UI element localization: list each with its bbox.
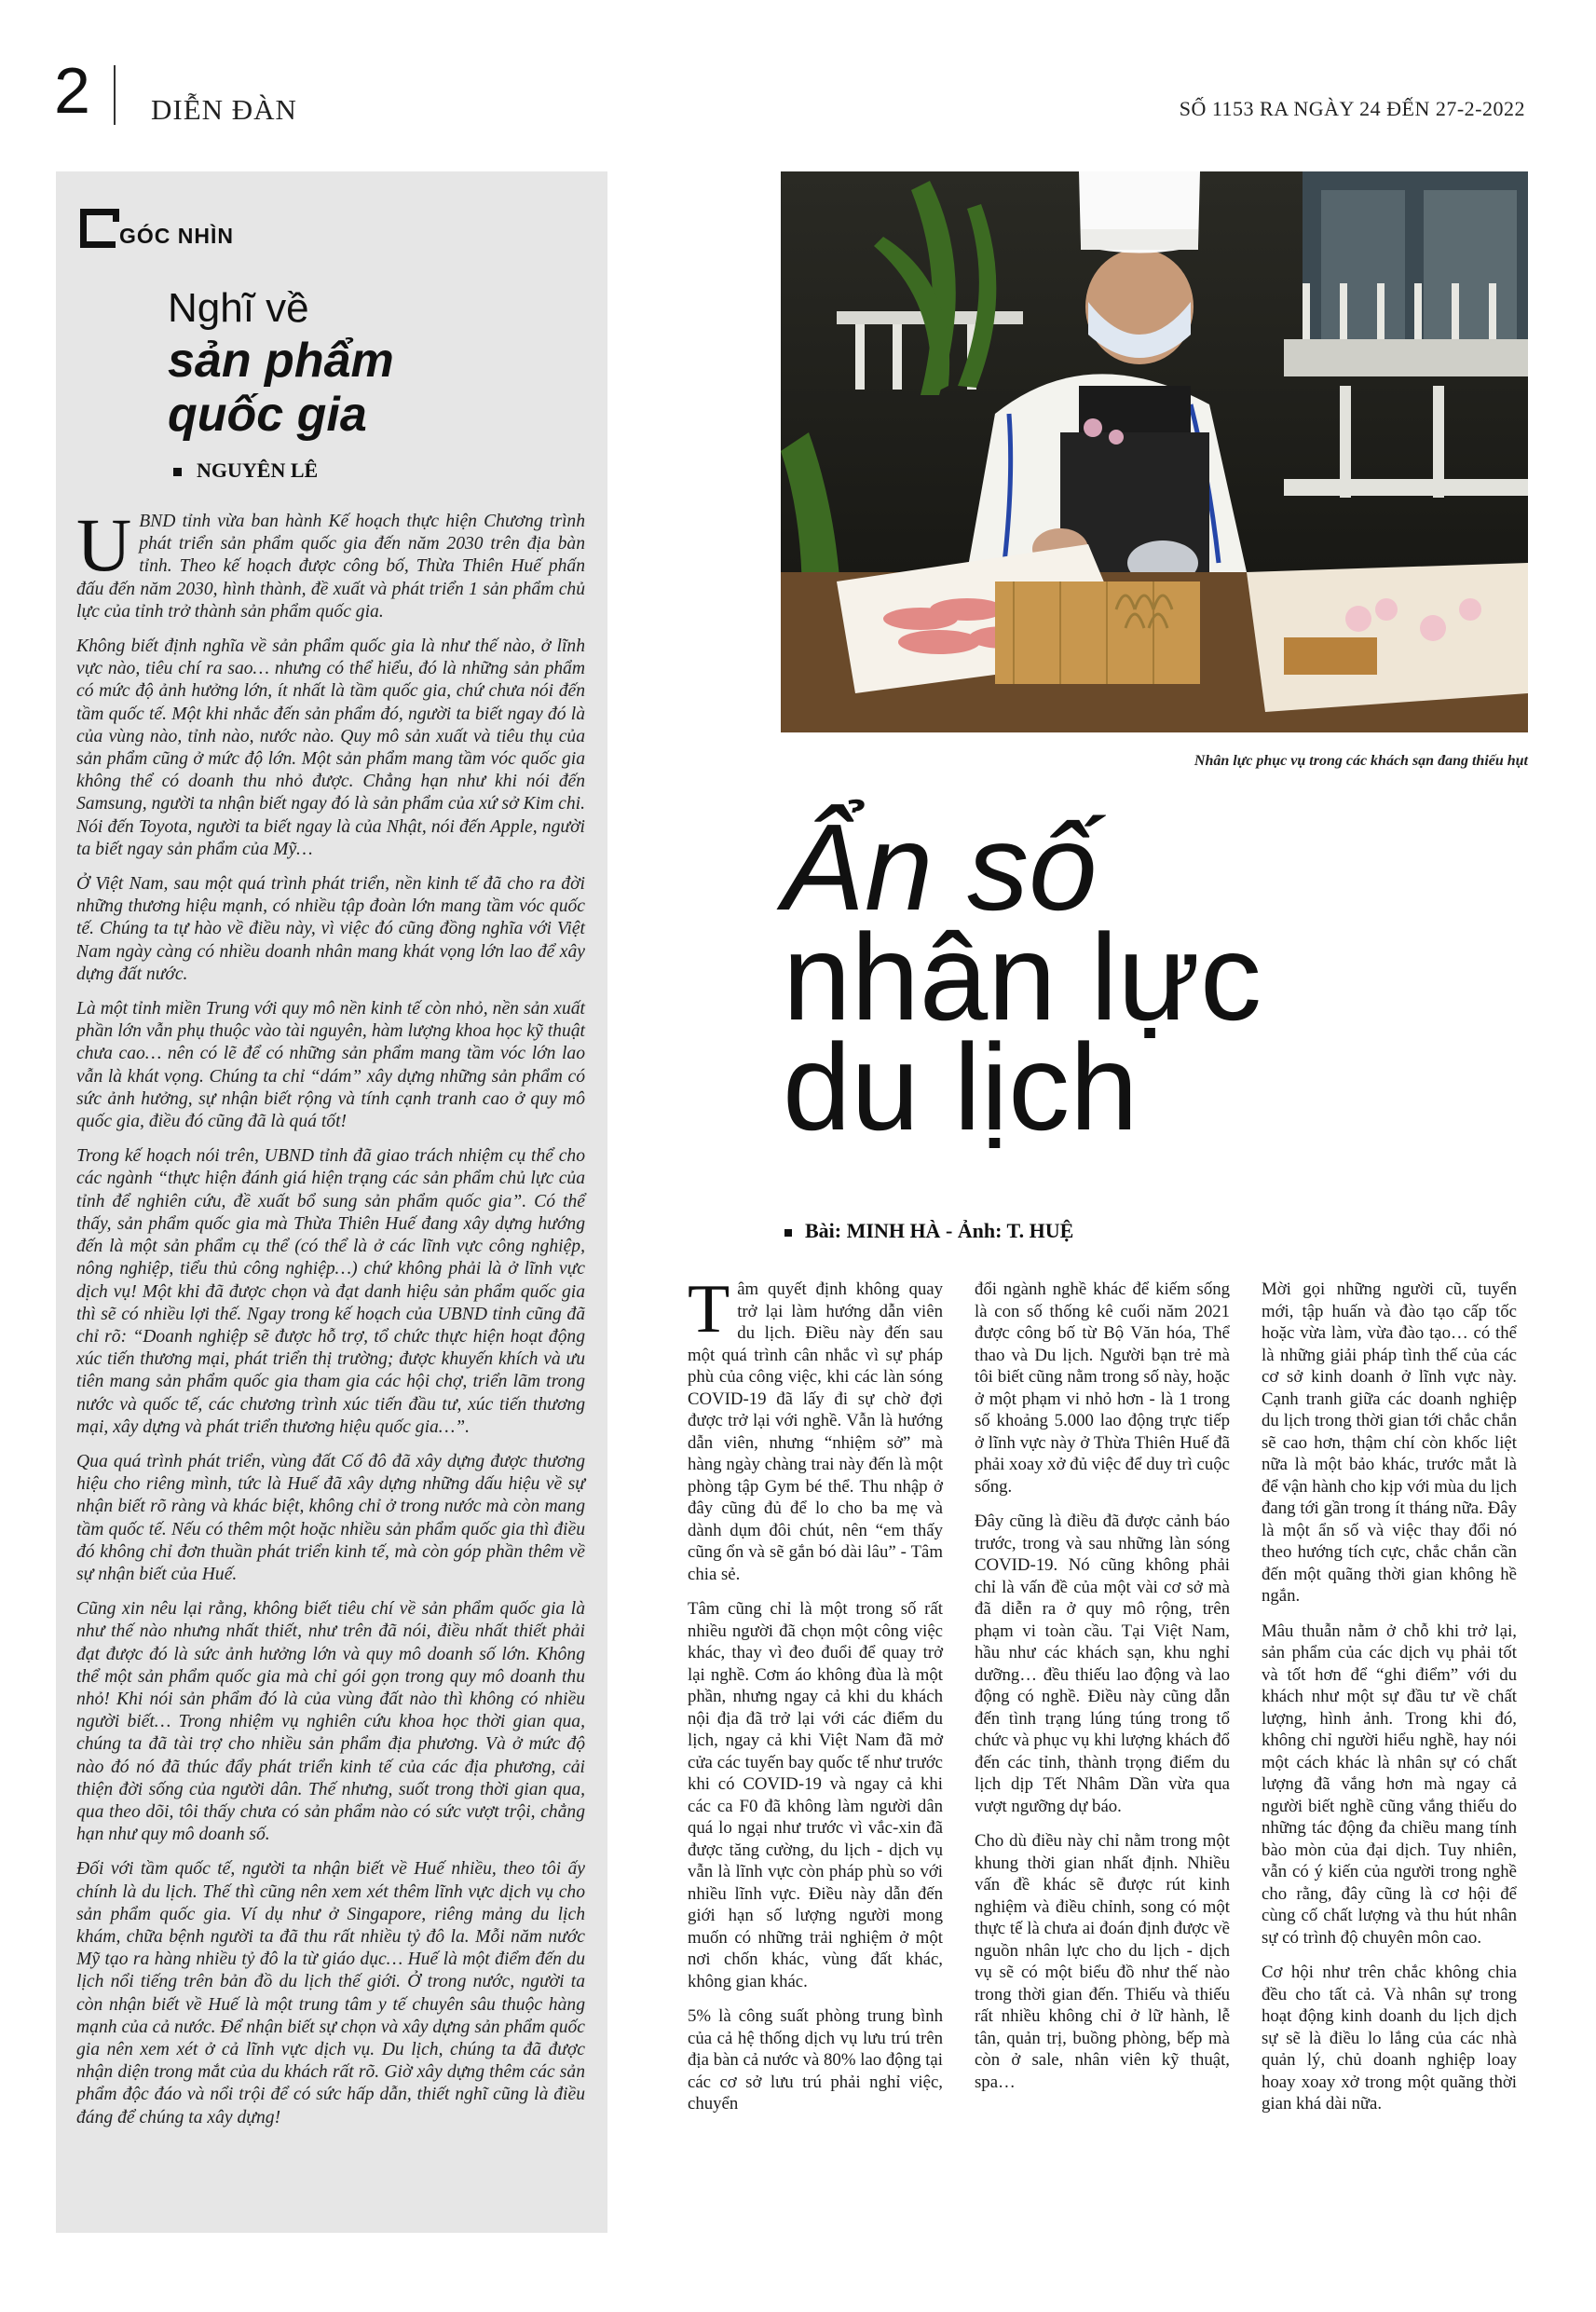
- sidebar-body: [76, 502, 585, 2141]
- article-column-1: [688, 1271, 943, 2128]
- article-photo: [781, 171, 1528, 732]
- sidebar-paragraph: UBND tỉnh vừa ban hành Kế hoạch thực hiện Chương trình phát triển sản phẩm quốc gia đến năm 2030 trên địa bàn tỉnh. Theo kế hoạch được công bố, Thừa Thiên Huế phấn đấu đến năm 2030, hình thành, đề xuất và phát triển 1 sản phẩm chủ lực của tỉnh trở thành sản phẩm quốc gia.: [76, 502, 585, 622]
- headline-line1: Ẩn số: [783, 799, 1098, 936]
- chef-photo-illustration: [781, 171, 1528, 732]
- article-paragraph: Tâm cũng chỉ là một trong số rất nhiều người đã chọn một công việc khác, thay vì đeo đuổi để quay trở lại nghề. Cơm áo không đùa là một phần, nhưng ngay cả khi du khách nội địa đã trở lại với các điểm du lịch, ngay cả khi Việt Nam đã mở cửa các tuyến bay quốc tế như trước khi có COVID-19 và ngay cả khi các ca F0 đã không làm người dân quá lo ngại như trước vì vắc-xin đã được tăng cường, du lịch - dịch vụ vẫn là lĩnh vực còn pháp phù so với nhiều lĩnh vực. Điều này dẫn đến giới hạn số lượng người mong muốn có những trải nghiệm ở một nơi chốn khác, vùng đất khác, không gian khác.: [688, 1599, 943, 1991]
- header-divider: [114, 65, 116, 125]
- sidebar-paragraph: Ở Việt Nam, sau một quá trình phát triển, nền kinh tế đã cho ra đời những thương hiệu mạnh, có nhiều tập đoàn lớn mang tầm vóc quốc tế. Chúng ta tự hào về điều này, vì việc đó cũng đồng nghĩa với Việt Nam ngày càng có nhiều doanh nhân mang khát vọng lớn lao để xây dựng đất nước.: [76, 874, 585, 984]
- article-column-2: [975, 1279, 1230, 2106]
- sidebar-paragraph: Không biết định nghĩa về sản phẩm quốc gia là như thế nào, ở lĩnh vực nào, tiêu chí ra sao… nhưng có thể hiểu, đó là những sản phẩm có mức độ ảnh hưởng lớn, ít nhất là tầm quốc gia, chứ chưa nói đến tầm quốc tế. Một khi nhắc đến sản phẩm đó, người ta biết ngay đó là của vùng nào, tỉnh nào, nước nào. Quy mô sản xuất và tiêu thụ của sản phẩm cũng ở mức độ lớn. Một sản phẩm mang tầm vóc quốc gia không thể có doanh thu nhỏ được. Chẳng hạn như khi nói đến Samsung, người ta nhận biết ngay đó là sản phẩm của xứ sở Kim chi. Nói đến Toyota, người ta biết ngay là của Nhật, nói đến Apple, người ta biết ngay sản phẩm của Mỹ…: [76, 636, 585, 859]
- photo-caption: Nhân lực phục vụ trong các khách sạn đang thiếu hụt: [1194, 753, 1528, 769]
- article-paragraph: Mời gọi những người cũ, tuyển mới, tập huấn và đào tạo cấp tốc hoặc vừa làm, vừa đào tạo… có thể là những giải pháp tình thế của các cơ sở kinh doanh ở lĩnh vực này. Cạnh tranh giữa các doanh nghiệp du lịch trong thời gian tới chắc chắn sẽ cao hơn, thậm chí còn khốc liệt nữa là một bảo khác, trước mắt là để vận hành cho kịp với mùa du lịch đang tới gần trong ít tháng nữa. Đây là một ẩn số và việc thay đổi nó theo hướng tích cực, chắc chắn cần đến một quãng thời gian không hề ngắn.: [1262, 1279, 1517, 1606]
- headline-line3: du lịch: [783, 1019, 1139, 1156]
- sidebar-title: [168, 334, 559, 442]
- article-paragraph: 5% là công suất phòng trung bình của cả hệ thống dịch vụ lưu trú trên địa bàn cả nước và 80% lao động tại các cơ sở lưu trú phải nghỉ việc, chuyển: [688, 2006, 943, 2114]
- sidebar-title-line3: quốc gia: [168, 388, 367, 442]
- article-paragraph: Tâm quyết định không quay trở lại làm hướng dẫn viên du lịch. Điều này đến sau một quá trình cân nhắc vì sự pháp phù của công việc, khi các làn sóng COVID-19 đã lấy đi sự chờ đợi được trở lại với nghề. Vẫn là hướng dẫn viên, nhưng “nhiệm sở” mà hàng ngày chàng trai này đến là một phòng tập Gym bé thể. Thu nhập ở đây cũng đủ để lo cho ba mẹ và dành dụm đôi chút, nên “em thấy cũng ổn và sẽ gắn bó dài lâu” - Tâm chia sẻ.: [688, 1271, 943, 1584]
- sidebar-paragraph: Là một tỉnh miền Trung với quy mô nền kinh tế còn nhỏ, nền sản xuất phần lớn vẫn phụ thuộc vào tài nguyên, hàm lượng khoa học kỹ thuật chưa cao… nên có lẽ để có những sản phẩm mang tầm vóc lớn lao vẫn là khát vọng. Chúng ta chỉ “dám” xây dựng những sản phẩm có sức ảnh hưởng, sự nhận biết rộng và tính cạnh tranh cao ở quy mô quốc gia, điều đó cũng đã là quá tốt!: [76, 999, 585, 1132]
- article-paragraph: Đây cũng là điều đã được cảnh báo trước, trong và sau những làn sóng COVID-19. Nó cũng không phải chỉ là vấn đề của một vài cơ sở mà đã diễn ra ở quy mô rộng, trên phạm vi toàn cầu. Tại Việt Nam, hầu như các khách sạn, khu nghỉ dưỡng… đều thiếu lao động và lao động có nghề. Điều này cũng dẫn đến tình trạng lúng túng trong tổ chức và phục vụ khi lượng khách đổ đến các tỉnh, thành trọng điểm du lịch dịp Tết Nhâm Dần vừa qua vượt ngưỡng dự báo.: [975, 1512, 1230, 1816]
- article-column-3: [1262, 1279, 1517, 2128]
- section-title: DIỄN ĐÀN: [151, 93, 297, 126]
- sidebar-paragraph: Trong kế hoạch nói trên, UBND tỉnh đã giao trách nhiệm cụ thể cho các ngành “thực hiện đánh giá hiện trạng các sản phẩm chủ lực của tỉnh để nghiên cứu, đề xuất bổ sung sản phẩm quốc gia”. Có thể thấy, sản phẩm quốc gia mà Thừa Thiên Huế đang xây dựng hướng đến là một sản phẩm cụ thể (có thể là ở các lĩnh vực công nghiệp, nông nghiệp, tiểu thủ công nghiệp…) chứ không phải là ở lĩnh vực dịch vụ! Một khi đã được chọn và đạt danh hiệu sản phẩm quốc gia thì sẽ có nhiều lợi thế. Ngay trong kế hoạch của UBND tỉnh cũng đã chỉ rõ: “Doanh nghiệp sẽ được hỗ trợ, tổ chức thực hiện hoạt động xúc tiến thương mại, phát triển thị trường; được khuyến khích và ưu tiên mang sản phẩm quốc gia tham gia các hội chợ, triển lãm trong nước và quốc tế, các chương trình xúc tiến đầu tư, xúc tiến thương mại, xây dựng và phát triển thương hiệu quốc gia…”.: [76, 1146, 585, 1437]
- sidebar-paragraph: Đối với tầm quốc tế, người ta nhận biết về Huế nhiều, theo tôi ấy chính là du lịch. Thế thì cũng nên xem xét thêm lĩnh vực dịch vụ cho sản phẩm quốc gia. Ví dụ như ở Singapore, riêng mảng du lịch khám, chữa bệnh người ta đã thu rất nhiều tỷ đô la. Mỗi năm nước Mỹ tạo ra hàng nhiều tỷ đô la từ giáo dục… Huế là một điểm đến du lịch nổi tiếng trên bản đồ du lịch thế giới. Ở trong nước, người ta còn nhận biết về Huế là một trung tâm y tế chuyên sâu thuộc hàng mạnh của cả nước. Để nhận biết sự chọn và xây dựng sản phẩm quốc gia nên xem xét ở cả lĩnh vực dịch vụ. Du lịch, chúng ta đã được nhận diện trong mắt của du khách rất rõ. Giờ xây dựng thêm các sản phẩm độc đáo và nổi trội để có sức hấp dẫn, thiết nghĩ cũng là điều đáng để chúng ta xây dựng!: [76, 1859, 585, 2127]
- issue-info: SỐ 1153 RA NGÀY 24 ĐẾN 27-2-2022: [1179, 97, 1525, 120]
- headline-line2: nhân lực: [783, 909, 1262, 1046]
- article-paragraph: Cơ hội như trên chắc không chia đều cho tất cả. Và nhân sự trong hoạt động kinh doanh du lịch dịch sự sẽ là điều lo lắng của các nhà quản lý, chủ doanh nghiệp loay hoay xoay xở trong một quãng thời gian khá dài nữa.: [1262, 1963, 1517, 2114]
- corner-bracket-icon: [80, 209, 119, 248]
- article-paragraph: Mâu thuẫn nằm ở chỗ khi trở lại, sản phẩm của các dịch vụ phải tốt và tốt hơn để “ghi điểm” với du khách như một sự đầu tư về chất lượng, hình ảnh. Trong khi đó, không chỉ người hiểu nghề, hay nói một cách khác là nhân sự có chất lượng đã vắng hơn mà ngay cả người biết nghề cũng vắng thiếu do những tác động đa chiều mang tính bào mòn của đại dịch. Tuy nhiên, vẫn có ý kiến của người trong nghề cho rằng, đây cũng là cơ hội để cùng cố chất lượng và thu hút nhân sự có trình độ chuyên môn cao.: [1262, 1621, 1517, 1948]
- article-dropcap: T: [688, 1271, 730, 1348]
- article-paragraph: đổi ngành nghề khác để kiếm sống là con số thống kê cuối năm 2021 được công bố từ Bộ Văn hóa, Thể thao và Du lịch. Người bạn trẻ mà tôi biết cũng nằm trong số này, hoặc ở một phạm vi nhỏ hơn - là 1 trong số khoảng 5.000 lao động trực tiếp ở lĩnh vực này ở Thừa Thiên Huế đã phải xoay xở đủ việc để duy trì cuộc sống.: [975, 1279, 1230, 1497]
- sidebar-paragraph: Cũng xin nêu lại rằng, không biết tiêu chí về sản phẩm quốc gia là như thế nào nhưng nhất thiết, như trên đã nói, điều nhất thiết phải đạt được đó là sức ảnh hưởng lớn và quy mô doanh số lớn. Không thể một sản phẩm quốc gia mà chỉ gói gọn trong quy mô doanh thu nhỏ! Khi nói sản phẩm đó là của vùng đất nào thì không có nhiều người biết… Trong nhiệm vụ nghiên cứu khoa học thời gian qua, chúng ta đã tài trợ cho nhiều sản phẩm địa phương. Và ở mức độ nào đó nó đã thúc đẩy phát triển kinh tế của các địa phương, cải thiện đời sống của người dân. Thế nhưng, suốt trong thời gian qua, qua theo dõi, tôi thấy chưa có sản phẩm nào có sức vượt trội, chẳng hạn như quy mô doanh số.: [76, 1599, 585, 1845]
- sidebar-label: GÓC NHÌN: [116, 224, 238, 249]
- article-byline: Bài: MINH HÀ - Ảnh: T. HUỆ: [784, 1219, 1073, 1243]
- page-number: 2: [54, 54, 90, 127]
- sidebar-dropcap: U: [76, 502, 132, 587]
- article-paragraph: Cho dù điều này chỉ nằm trong một khung thời gian nhất định. Nhiều vấn đề khác sẽ được rút kinh nghiệm và điều chỉnh, song có một thực tế là chưa ai đoán định được về nguồn nhân lực cho du lịch - dịch vụ sẽ có một biểu đồ như thế nào trong thời gian đến. Thiếu và thiếu rất nhiều không chỉ ở lữ hành, lễ tân, quản trị, buồng phòng, bếp mà còn ở sale, nhân viên kỹ thuật, spa…: [975, 1831, 1230, 2092]
- sidebar-author: NGUYÊN LÊ: [173, 458, 318, 483]
- article-headline: [783, 799, 1262, 1156]
- sidebar-paragraph: Qua quá trình phát triển, vùng đất Cố đô đã xây dựng được thương hiệu cho riêng mình, tức là Huế đã xây dựng những dấu hiệu về sự nhận biết rõ ràng và khác biệt, không chỉ ở trong nước mà còn mang tầm quốc tế. Nếu có thêm một hoặc nhiều sản phẩm quốc gia thì điều đó không chỉ đơn thuần phát triển kinh tế, mà còn góp phần thêm về sự nhận biết của Huế.: [76, 1451, 585, 1584]
- sidebar-title-line2: sản phẩm: [168, 334, 394, 388]
- sidebar-title-line1: Nghĩ về: [168, 285, 309, 331]
